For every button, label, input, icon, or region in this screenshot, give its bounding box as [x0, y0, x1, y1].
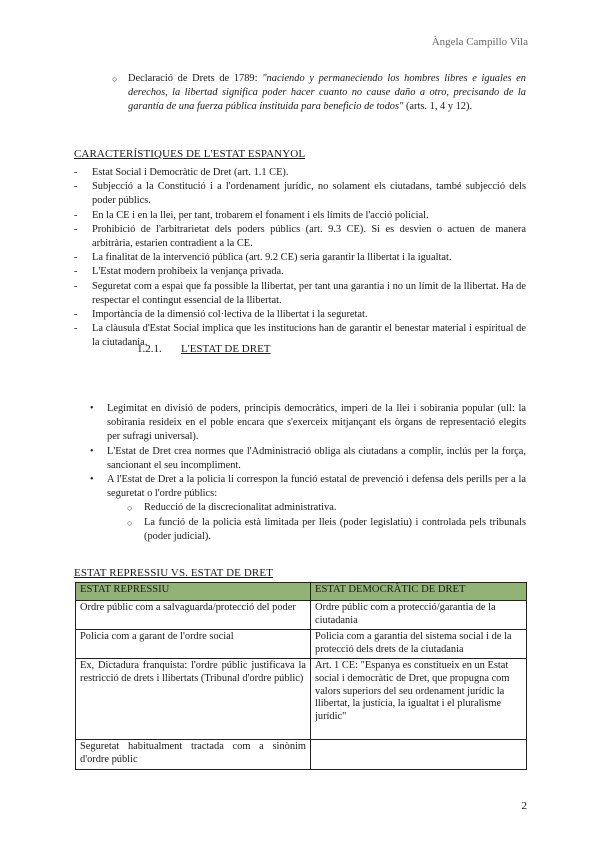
dash-bullet-icon: -	[74, 209, 78, 221]
header-author: Àngela Campillo Vila	[431, 36, 528, 48]
declaration-quote: "naciendo y permaneciendo los hombres libres e iguales en derechos, la libertad significa poder hacer cuanto no cause daño a otro, precisando de la garantía de una fuerza pública instituida para beneficio de todos"	[128, 73, 526, 113]
section-heading-caracteristiques: CARACTERÍSTIQUES DE L'ESTAT ESPANYOL	[74, 148, 306, 160]
dash-bullet-icon: -	[74, 167, 78, 178]
list-item: • Legimitat en divisió de poders, principis democràtics, imperi de la llei i sobirania popular (ull: la sobirania resideix en el poble encara que s'exerceix mitjançant els òrgans de representació elegits per sufragi universal).	[90, 403, 526, 443]
table-cell	[311, 740, 527, 769]
declaration-lead: Declaració de Drets de 1789:	[128, 73, 263, 84]
declaration-ref: (arts. 1, 4 y 12).	[403, 101, 473, 113]
list-item: - En la CE i en la llei, per tant, trobarem el fonament i els límits de l'acció policial.	[92, 209, 526, 223]
declaration-item	[112, 72, 526, 115]
dash-bullet-icon: -	[74, 252, 78, 264]
bullet-icon: •	[90, 474, 94, 486]
list-item: ○ La funció de la policia està limitada per lleis (poder legislatiu) i controlada pels tribunals (poder judicial).	[127, 516, 526, 542]
table-cell: Art. 1 CE: "Espanya es constitueix en un Estat social i democràtic de Dret, que propugna com valors superiors del seu ordenament jurídic la llibertat, la justícia, la igualtat i el pluralisme jurídic"	[311, 659, 527, 740]
caracteristiques-list	[74, 166, 526, 351]
circle-bullet-icon: ○	[127, 517, 133, 528]
estat-dret-list	[90, 402, 526, 544]
comparison-table	[75, 582, 527, 770]
dash-bullet-icon: -	[74, 223, 78, 235]
table-cell: Policia com a garant de l'ordre social	[76, 630, 311, 659]
table-cell: Seguretat habitualment tractada com a sinònim d'ordre públic	[76, 740, 311, 769]
subsection-title: L'ESTAT DE DRET	[181, 343, 271, 355]
dash-bullet-icon: -	[74, 181, 78, 193]
column-header-democratic: ESTAT DEMOCRÀTIC DE DRET	[311, 583, 527, 601]
table-row	[76, 601, 527, 630]
list-item: • A l'Estat de Dret a la policia li correspon la funció estatal de prevenció i defensa dels perills per a la seguretat o l'ordre públics: ○ Reducció de la discrecionalitat administrativa. ○ La funció de la policia està limitada per lleis (poder legislatiu) i controlada pels tribunals (poder judicial).	[107, 473, 526, 544]
table-cell: Ordre públic com a salvaguarda/protecció del poder	[76, 601, 311, 630]
list-item: - Importància de la dimensió col·lectiva de la llibertat i la seguretat.	[92, 308, 526, 322]
list-item: - Estat Social i Democràtic de Dret (art. 1.1 CE).	[92, 166, 526, 180]
table-row	[76, 659, 527, 740]
list-item: - Prohibició de l'arbitrarietat dels poders públics (art. 9.3 CE). Si es desvien o actuen de manera arbitrària, estarien contradient a la CE.	[74, 223, 526, 250]
section-heading-comparison: ESTAT REPRESSIU VS. ESTAT DE DRET	[74, 567, 273, 579]
subsection-heading	[137, 343, 271, 355]
list-item: - Subjecció a la Constitució i a l'ordenament jurídic, no solament els ciutadans, també subjecció dels poder públics.	[74, 181, 526, 207]
list-item: - La clàusula d'Estat Social implica que les institucions han de garantir el benestar material i espiritual de la ciutadania.	[74, 323, 526, 349]
estat-dret-sub-list	[127, 501, 526, 544]
column-header-repressiu: ESTAT REPRESSIU	[76, 583, 311, 601]
dash-bullet-icon: -	[74, 309, 78, 321]
list-item: ○ Reducció de la discrecionalitat administrativa.	[144, 501, 526, 515]
subsection-number: 1.2.1.	[137, 343, 162, 355]
dash-bullet-icon: -	[74, 280, 78, 292]
list-item: - Seguretat com a espai que fa possible la llibertat, per tant una garantia i no un límit de la llibertat. Ha de respectar el contingut essencial de la llibertat.	[74, 280, 526, 306]
dash-bullet-icon: -	[74, 266, 78, 278]
list-item: • L'Estat de Dret crea normes que l'Administració obliga als ciutadans a complir, inclús per la força, sancionant el seu incompliment.	[90, 445, 526, 471]
table-cell: Ex, Dictadura franquista: l'ordre públic justificava la restricció de drets i llibertats (Tribunal d'ordre públic)	[76, 659, 311, 740]
page-number: 2	[521, 800, 527, 812]
bullet-icon: •	[90, 445, 94, 457]
table-cell: Ordre públic com a protecció/garantia de la ciutadania	[311, 601, 527, 630]
table-header-row	[76, 583, 527, 601]
dash-bullet-icon: -	[74, 323, 78, 335]
bullet-icon: •	[90, 403, 94, 414]
list-item: - La finalitat de la intervenció pública (art. 9.2 CE) seria garantir la llibertat i la igualtat.	[92, 251, 526, 265]
list-item: - L'Estat modern prohibeix la venjança privada.	[92, 265, 526, 279]
circle-bullet-icon: ○	[112, 74, 118, 84]
table-cell: Policia com a garantia del sistema social i de la protecció dels drets de la ciutadania	[311, 630, 527, 659]
circle-bullet-icon: ○	[127, 503, 133, 514]
table-row	[76, 630, 527, 659]
table-row	[76, 740, 527, 769]
